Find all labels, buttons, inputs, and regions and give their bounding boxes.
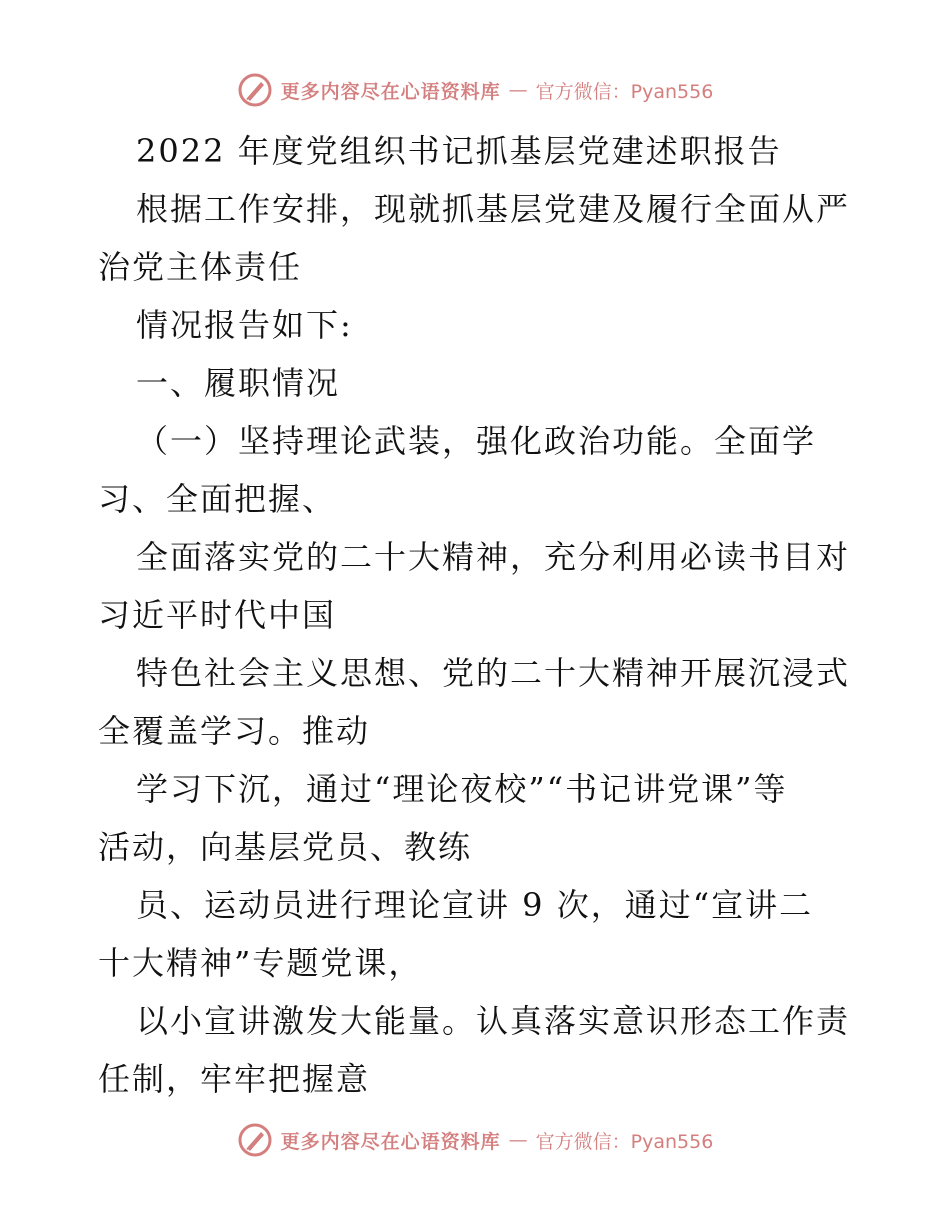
quill-logo-icon [237,72,273,108]
watermark-text: 更多内容尽在心语资料库 [280,80,501,103]
watermark-text: 更多内容尽在心语资料库 [280,1130,501,1153]
document-body [98,122,858,1108]
watermark-bottom [0,1118,950,1162]
paragraph-line: 治党主体责任 [98,248,303,286]
paragraph-line: 特色社会主义思想、党的二十大精神开展沉浸式 [136,654,851,692]
paragraph-line: （一）坚持理论武装，强化政治功能。全面学 [136,422,817,460]
paragraph-line: 根据工作安排，现就抓基层党建及履行全面从严 [136,190,851,228]
paragraph-line: 任制，牢牢把握意 [98,1060,371,1098]
paragraph-line: 习、全面把握、 [98,480,337,518]
paragraph-line: 情况报告如下: [136,306,353,344]
quill-logo-icon [237,1122,273,1158]
paragraph-line: 员、运动员进行理论宣讲 9 次，通过“宣讲二 [136,886,814,924]
paragraph-line: 习近平时代中国 [98,596,337,634]
watermark-contact: 官方微信：Pyan556 [535,1130,714,1153]
paragraph-line: 全覆盖学习。推动 [98,712,371,750]
paragraph-line: 活动，向基层党员、教练 [98,828,473,866]
paragraph-line: 全面落实党的二十大精神，充分利用必读书目对 [136,538,851,576]
watermark-contact: 官方微信：Pyan556 [535,80,714,103]
paragraph-line: 十大精神”专题党课， [98,944,423,982]
watermark-separator: — [508,1129,528,1151]
paragraph-line: 学习下沉，通过“理论夜校”“书记讲党课”等 [136,770,788,808]
watermark-top [0,68,950,112]
section-heading: 一、履职情况 [136,364,341,402]
paragraph-line: 以小宣讲激发大能量。认真落实意识形态工作责 [136,1002,851,1040]
document-title: 2022 年度党组织书记抓基层党建述职报告 [136,132,782,170]
watermark-separator: — [508,79,528,101]
